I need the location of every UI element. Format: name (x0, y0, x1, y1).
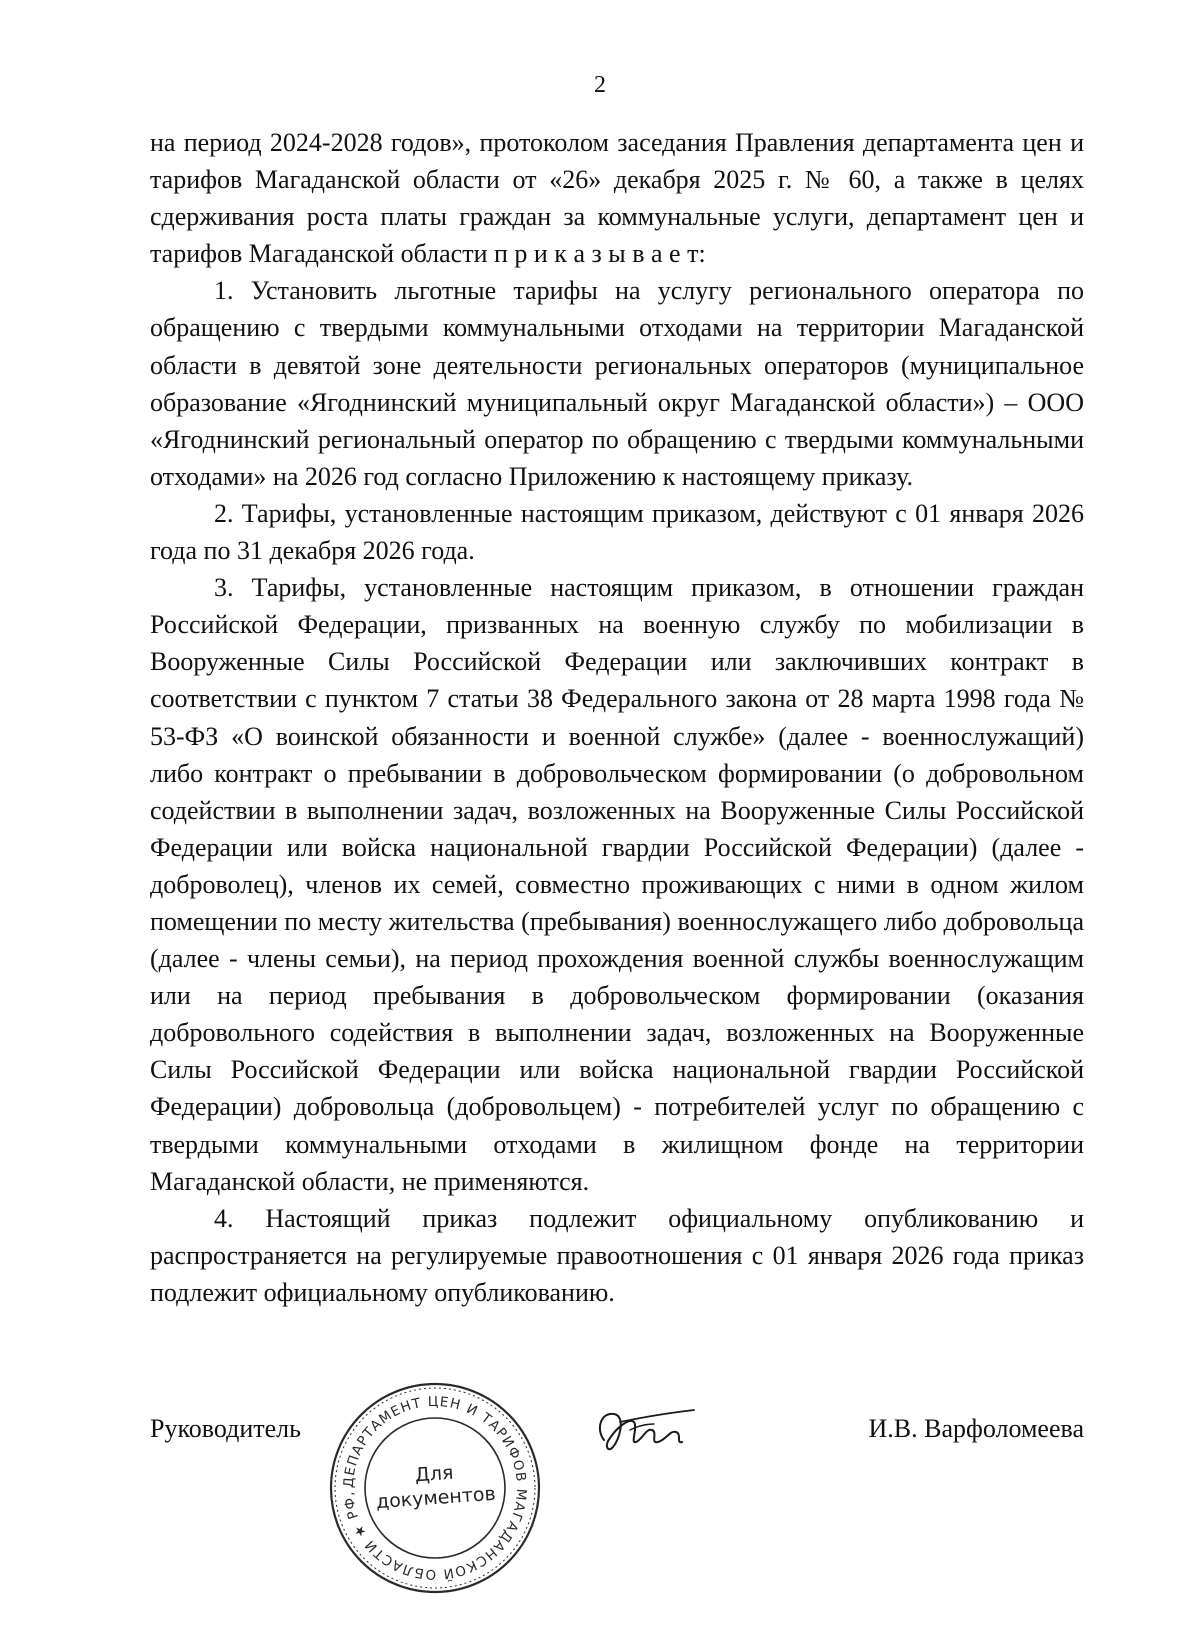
paragraph-item-3: 3. Тарифы, установленные настоящим приказом, в отношении граждан Российской Федерации, призванных на военную службу по мобилизации в Вооруженные Силы Российской Федерации или заключивших контракт в соответствии с пунктом 7 статьи 38 Федерального закона от 28 марта 1998 года № 53-ФЗ «О воинской обязанности и военной службе» (далее - военнослужащий) либо контракт о пребывании в добровольческом формировании (о добровольном содействии в выполнении задач, возложенных на Вооруженные Силы Российской Федерации или войска национальной гвардии Российской Федерации) (далее - доброволец), членов их семей, совместно проживающих с ними в одном жилом помещении по месту жительства (пребывания) военнослужащего либо добровольца (далее - члены семьи), на период прохождения военной службы военнослужащим или на период пребывания в добровольческом формировании (оказания добровольного содействия в выполнении задач, возложенных на Вооруженные Силы Российской Федерации или войска национальной гвардии Российской Федерации) добровольца (добровольцем) - потребителей услуг по обращению с твердыми коммунальными отходами в жилищном фонде на территории Магаданской области, не применяются. (150, 573, 1084, 1196)
official-seal (325, 1378, 545, 1598)
handwritten-signature (590, 1400, 700, 1460)
seal-ring-text: ДЕПАРТАМЕНТ ЦЕН И ТАРИФОВ МАГАДАНСКОЙ ОБЛАСТИ ★ РФ, (340, 1393, 530, 1583)
signer-role: Руководитель (150, 1414, 301, 1443)
signature-scribble (590, 1400, 700, 1460)
paragraph-item-1: 1. Установить льготные тарифы на услугу регионального оператора по обращению с твердыми коммунальными отходами на территории Магаданской области в девятой зоне деятельности региональных операторов (муниципальное образование «Ягоднинский муниципальный округ Магаданской области») – ООО «Ягоднинский региональный оператор по обращению с твердыми коммунальными отходами» на 2026 год согласно Приложению к настоящему приказу. (150, 276, 1084, 491)
document-body (150, 124, 1084, 1311)
seal-center-line-2: документов (375, 1482, 497, 1514)
paragraph-intro: на период 2024-2028 годов», протоколом заседания Правления департамента цен и тарифов Магаданской области от «26» декабря 2025 г. № 60, а также в целях сдерживания роста платы граждан за коммунальные услуги, департамент цен и тарифов Магаданской области п р и к а з ы в а е т: (150, 128, 1084, 269)
seal-center-line-1: Для (414, 1461, 455, 1487)
paragraph-item-2: 2. Тарифы, установленные настоящим приказом, действуют с 01 января 2026 года по 31 декабря 2026 года. (150, 498, 1084, 566)
signer-name: И.В. Варфоломеева (868, 1414, 1084, 1443)
paragraph-item-4: 4. Настоящий приказ подлежит официальному опубликованию и распространяется на регулируемые правоотношения с 01 января 2026 года приказ подлежит официальному опубликованию. (150, 1203, 1084, 1307)
page-number: 2 (594, 72, 606, 98)
